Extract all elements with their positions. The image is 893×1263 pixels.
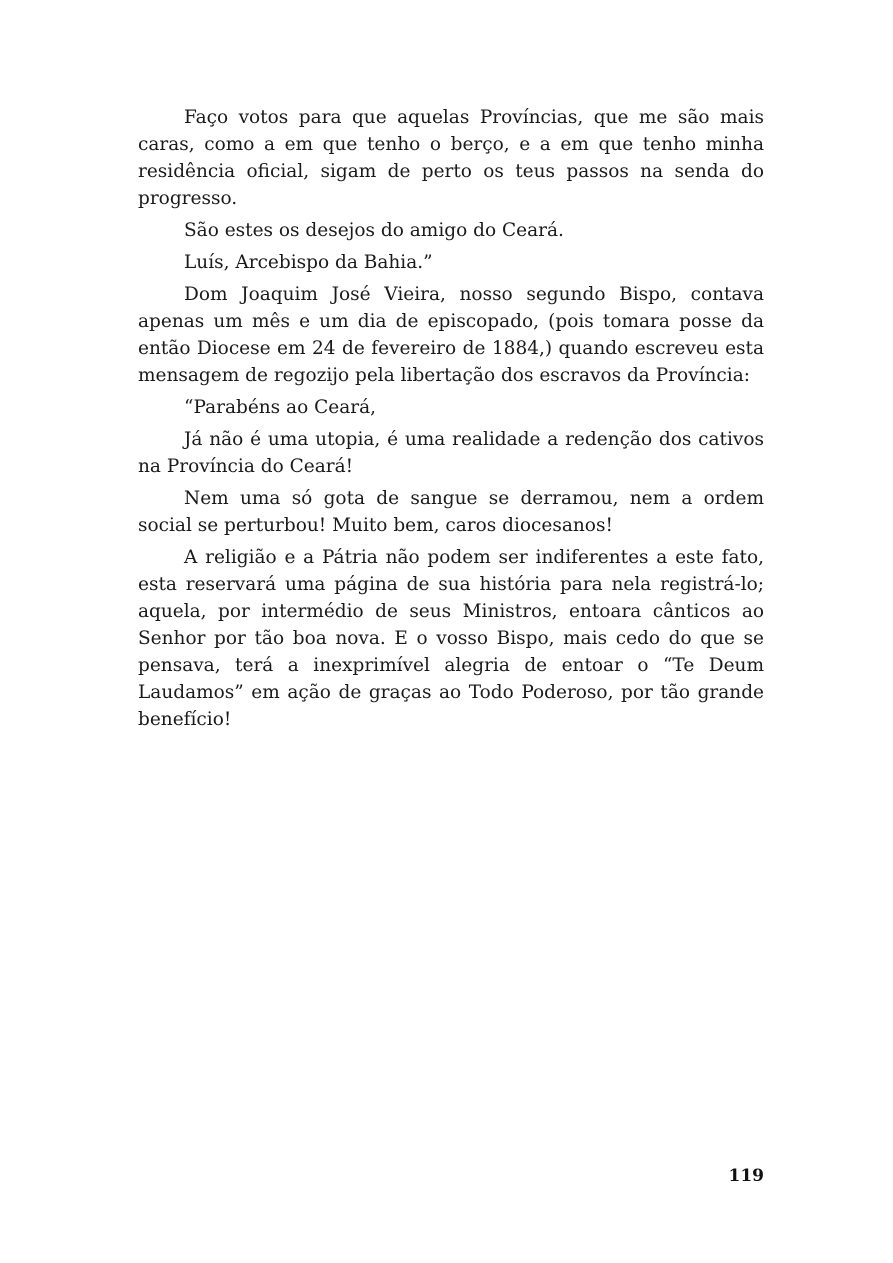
paragraph-wishes: Faço votos para que aquelas Províncias, que me são mais caras, como a em que tenho o berço, e a em que tenho minha residência oficial, sigam de perto os teus passos na senda do progresso.: [138, 107, 764, 209]
paragraph-congratulations: “Parabéns ao Ceará,: [184, 397, 376, 418]
paragraph-signature: Luís, Arcebispo da Bahia.”: [184, 252, 433, 273]
paragraph-no-blood: Nem uma só gota de sangue se derramou, nem a ordem social se perturbou! Muito bem, caros diocesanos!: [138, 488, 764, 536]
paragraph-desires: São estes os desejos do amigo do Ceará.: [184, 220, 564, 241]
page-number: 119: [728, 1166, 764, 1186]
body-text: [138, 104, 764, 738]
paragraph-religion-homeland: A religião e a Pátria não podem ser indiferentes a este fato, esta reservará uma página de sua história para nela registrá-lo; aquela, por intermédio de seus Ministros, entoara cânticos ao Senhor por tão boa nova. E o vosso Bispo, mais cedo do que se pensava, terá a inexprimível alegria de entoar o “Te Deum Laudamos” em ação de graças ao Todo Poderoso, por tão grande benefício!: [138, 547, 764, 730]
paragraph-dom-joaquim: Dom Joaquim José Vieira, nosso segundo Bispo, contava apenas um mês e um dia de episcopado, (pois tomara posse da então Diocese em 24 de fevereiro de 1884,) quando escreveu esta mensagem de regozijo pela libertação dos escravos da Província:: [138, 284, 764, 386]
paragraph-utopia: Já não é uma utopia, é uma realidade a redenção dos cativos na Província do Ceará!: [138, 429, 764, 477]
